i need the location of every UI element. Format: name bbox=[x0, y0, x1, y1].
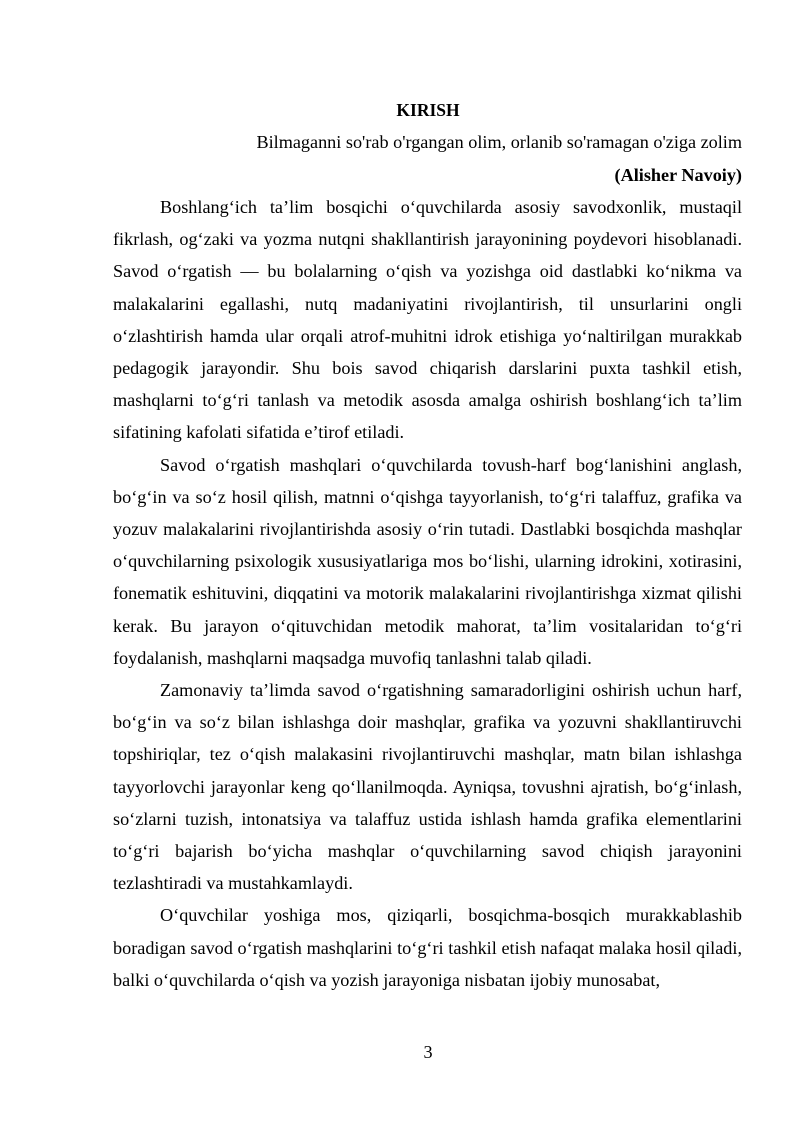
page-heading: KIRISH bbox=[396, 100, 460, 120]
paragraph-1: Boshlang‘ich ta’lim bosqichi o‘quvchilarda asosiy savodxonlik, mustaqil fikrlash, og‘zaki va yozma nutqni shakllantirish jarayonining poydevori hisoblanadi. Savod o‘rgatish — bu bolalarning o‘qish va yozishga oid dastlabki ko‘nikma va malakalarini egallashi, nutq madaniyatini rivojlantirish, til unsurlarini ongli o‘zlashtirish hamda ular orqali atrof-muhitni idrok etishiga yo‘naltirilgan murakkab pedagogik jarayondir. Shu bois savod chiqarish darslarini puxta tashkil etish, mashqlarni to‘g‘ri tanlash va metodik asosda amalga oshirish boshlang‘ich ta’lim sifatining kafolati sifatida e’tirof etiladi. bbox=[113, 197, 742, 443]
epigraph-quote: Bilmaganni so'rab o'rgangan olim, orlanib so'ramagan o'ziga zolim bbox=[256, 132, 742, 152]
body-text bbox=[113, 191, 742, 996]
page-number: 3 bbox=[423, 1042, 433, 1062]
paragraph-2: Savod o‘rgatish mashqlari o‘quvchilarda tovush-harf bog‘lanishini anglash, bo‘g‘in va so‘z hosil qilish, matnni o‘qishga tayyorlanish, to‘g‘ri talaffuz, grafika va yozuv malakalarini rivojlantirishda asosiy o‘rin tutadi. Dastlabki bosqichda mashqlar o‘quvchilarning psixologik xususiyatlariga mos bo‘lishi, ularning idrokini, xotirasini, fonematik eshituvini, diqqatini va motorik malakalarini rivojlantirishga xizmat qilishi kerak. Bu jarayon o‘qituvchidan metodik mahorat, ta’lim vositalaridan to‘g‘ri foydalanish, mashqlarni maqsadga muvofiq tanlashni talab qiladi. bbox=[113, 454, 742, 668]
paragraph-4: O‘quvchilar yoshiga mos, qiziqarli, bosqichma-bosqich murakkablashib boradigan savod o‘rgatish mashqlarini to‘g‘ri tashkil etish nafaqat malaka hosil qiladi, balki o‘quvchilarda o‘qish va yozish jarayoniga nisbatan ijobiy munosabat, bbox=[113, 905, 742, 990]
epigraph-author: (Alisher Navoiy) bbox=[614, 165, 742, 185]
paragraph-3: Zamonaviy ta’limda savod o‘rgatishning samaradorligini oshirish uchun harf, bo‘g‘in va so‘z bilan ishlashga doir mashqlar, grafika va yozuvni shakllantiruvchi topshiriqlar, tez o‘qish malakasini rivojlantiruvchi mashqlar, matn bilan ishlashga tayyorlovchi jarayonlar keng qo‘llanilmoqda. Ayniqsa, tovushni ajratish, bo‘g‘inlash, so‘zlarni tuzish, intonatsiya va talaffuz ustida ishlash hamda grafika elementlarini to‘g‘ri bajarish bo‘yicha mashqlar o‘quvchilarning savod chiqish jarayonini tezlashtiradi va mustahkamlaydi. bbox=[113, 680, 742, 894]
